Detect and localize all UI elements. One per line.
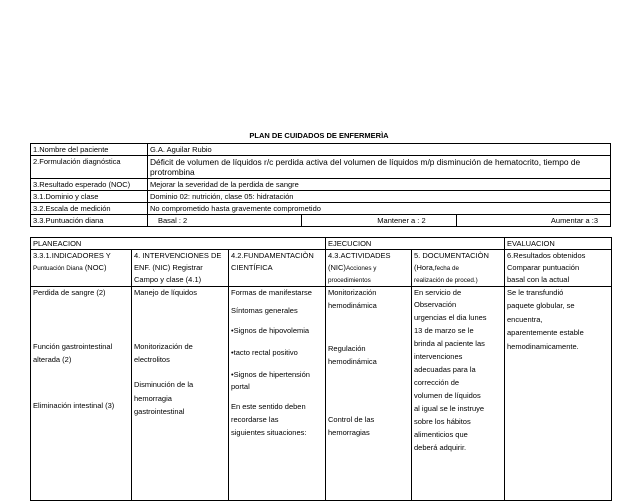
results-cell	[505, 287, 612, 501]
scale-value: No comprometido hasta gravemente comprometido	[148, 203, 611, 215]
activities-cell	[326, 287, 412, 501]
activity-item: Regulación	[328, 344, 366, 353]
documentation-line: alimenticios que	[414, 430, 468, 439]
section-planning: PLANEACION	[31, 238, 326, 250]
header-interventions: 4. INTERVENCIONES DE ENF. (NIC) Registrar Campo y clase (4.1)	[132, 250, 229, 287]
interventions-cell	[132, 287, 229, 501]
activity-item: hemodinámica	[328, 301, 377, 310]
info-table	[30, 143, 611, 227]
intervention-item: Manejo de líquidos	[134, 288, 197, 297]
intervention-item: Monitorización de	[134, 342, 193, 351]
header-activities: 4.3.ACTIVIDADES (NIC)Acciones y procedimientos	[326, 250, 412, 287]
expected-result-label: 3.Resultado esperado (NOC)	[31, 179, 148, 191]
indicator-item: Eliminación intestinal (3)	[33, 401, 115, 410]
indicator-item: alterada (2)	[33, 355, 72, 364]
basis-item: siguientes situaciones:	[231, 428, 307, 437]
documentation-line: volumen de líquidos	[414, 391, 481, 400]
documentation-line: 13 de marzo se le	[414, 326, 474, 335]
documentation-line: deberá adquirir.	[414, 443, 467, 452]
result-line: aparentemente estable	[507, 328, 584, 337]
expected-result-value: Mejorar la severidad de la perdida de sangre	[148, 179, 611, 191]
diagnosis-label: 2.Formulación diagnóstica	[31, 156, 148, 179]
score-label: 3.3.Puntuación diana	[31, 215, 148, 227]
score-basal: Basal : 2	[148, 215, 302, 227]
header-basis: 4.2.FUNDAMENTACIÒN CIENTÍFICA	[229, 250, 326, 287]
section-execution: EJECUCION	[326, 238, 505, 250]
result-line: encuentra,	[507, 315, 543, 324]
indicator-item: Función gastrointestinal	[33, 342, 113, 351]
basis-item: •Signos de hipertensión	[231, 370, 310, 379]
section-evaluation: EVALUACION	[505, 238, 612, 250]
score-increase: Aumentar a :3	[456, 215, 610, 227]
intervention-item: gastrointestinal	[134, 407, 185, 416]
documentation-line: corrección de	[414, 378, 460, 387]
patient-label: 1.Nombre del paciente	[31, 144, 148, 156]
result-line: hemodinamicamente.	[507, 342, 579, 351]
basis-item: •tacto rectal positivo	[231, 348, 298, 357]
diagnosis-value: Déficit de volumen de líquidos r/c perdida activa del volumen de líquidos m/p disminución de hematocrito, tiempo de protrombina	[148, 156, 611, 179]
page-title: PLAN DE CUIDADOS DE ENFERMERÌA	[249, 131, 389, 140]
activity-item: Monitorización	[328, 288, 377, 297]
basis-item: •Signos de hipovolemia	[231, 326, 310, 335]
domain-value: Dominio 02: nutrición, clase 05: hidratación	[148, 191, 611, 203]
patient-value: G.A. Aguilar Rubio	[148, 144, 611, 156]
indicator-item: Perdida de sangre (2)	[33, 288, 106, 297]
basis-item: En este sentido deben	[231, 402, 306, 411]
intervention-item: Disminución de la	[134, 380, 194, 389]
documentation-line: En servicio de	[414, 288, 462, 297]
documentation-line: adecuadas para la	[414, 365, 476, 374]
activity-item: hemorragias	[328, 428, 370, 437]
intervention-item: hemorragia	[134, 394, 172, 403]
activity-item: hemodinámica	[328, 357, 377, 366]
header-results: 6.Resultados obtenidos Comparar puntuación basal con la actual	[505, 250, 612, 287]
care-plan-table	[30, 237, 612, 501]
documentation-line: al igual se le instruye	[414, 404, 485, 413]
result-line: paquete globular, se	[507, 301, 575, 310]
basis-cell	[229, 287, 326, 501]
header-indicators: 3.3.1.INDICADORES Y Puntuación Diana (NOC)	[31, 250, 132, 287]
domain-label: 3.1.Dominio y clase	[31, 191, 148, 203]
documentation-cell	[412, 287, 505, 501]
result-line: Se le transfundió	[507, 288, 564, 297]
basis-item: Síntomas generales	[231, 306, 298, 315]
documentation-line: urgencias el dia lunes	[414, 313, 487, 322]
activity-item: Control de las	[328, 415, 375, 424]
indicators-cell	[31, 287, 132, 501]
header-documentation: 5. DOCUMENTACIÒN (Hora,fecha de realización de proced.)	[412, 250, 505, 287]
basis-item: portal	[231, 382, 250, 391]
documentation-line: brinda al paciente las	[414, 339, 485, 348]
score-maintain: Mantener a : 2	[302, 215, 456, 227]
documentation-line: Observación	[414, 300, 457, 309]
intervention-item: electrolitos	[134, 355, 170, 364]
basis-item: Formas de manifestarse	[231, 288, 312, 297]
scale-label: 3.2.Escala de medición	[31, 203, 148, 215]
basis-item: recordarse las	[231, 415, 279, 424]
documentation-line: intervenciones	[414, 352, 463, 361]
documentation-line: sobre los hábitos	[414, 417, 471, 426]
